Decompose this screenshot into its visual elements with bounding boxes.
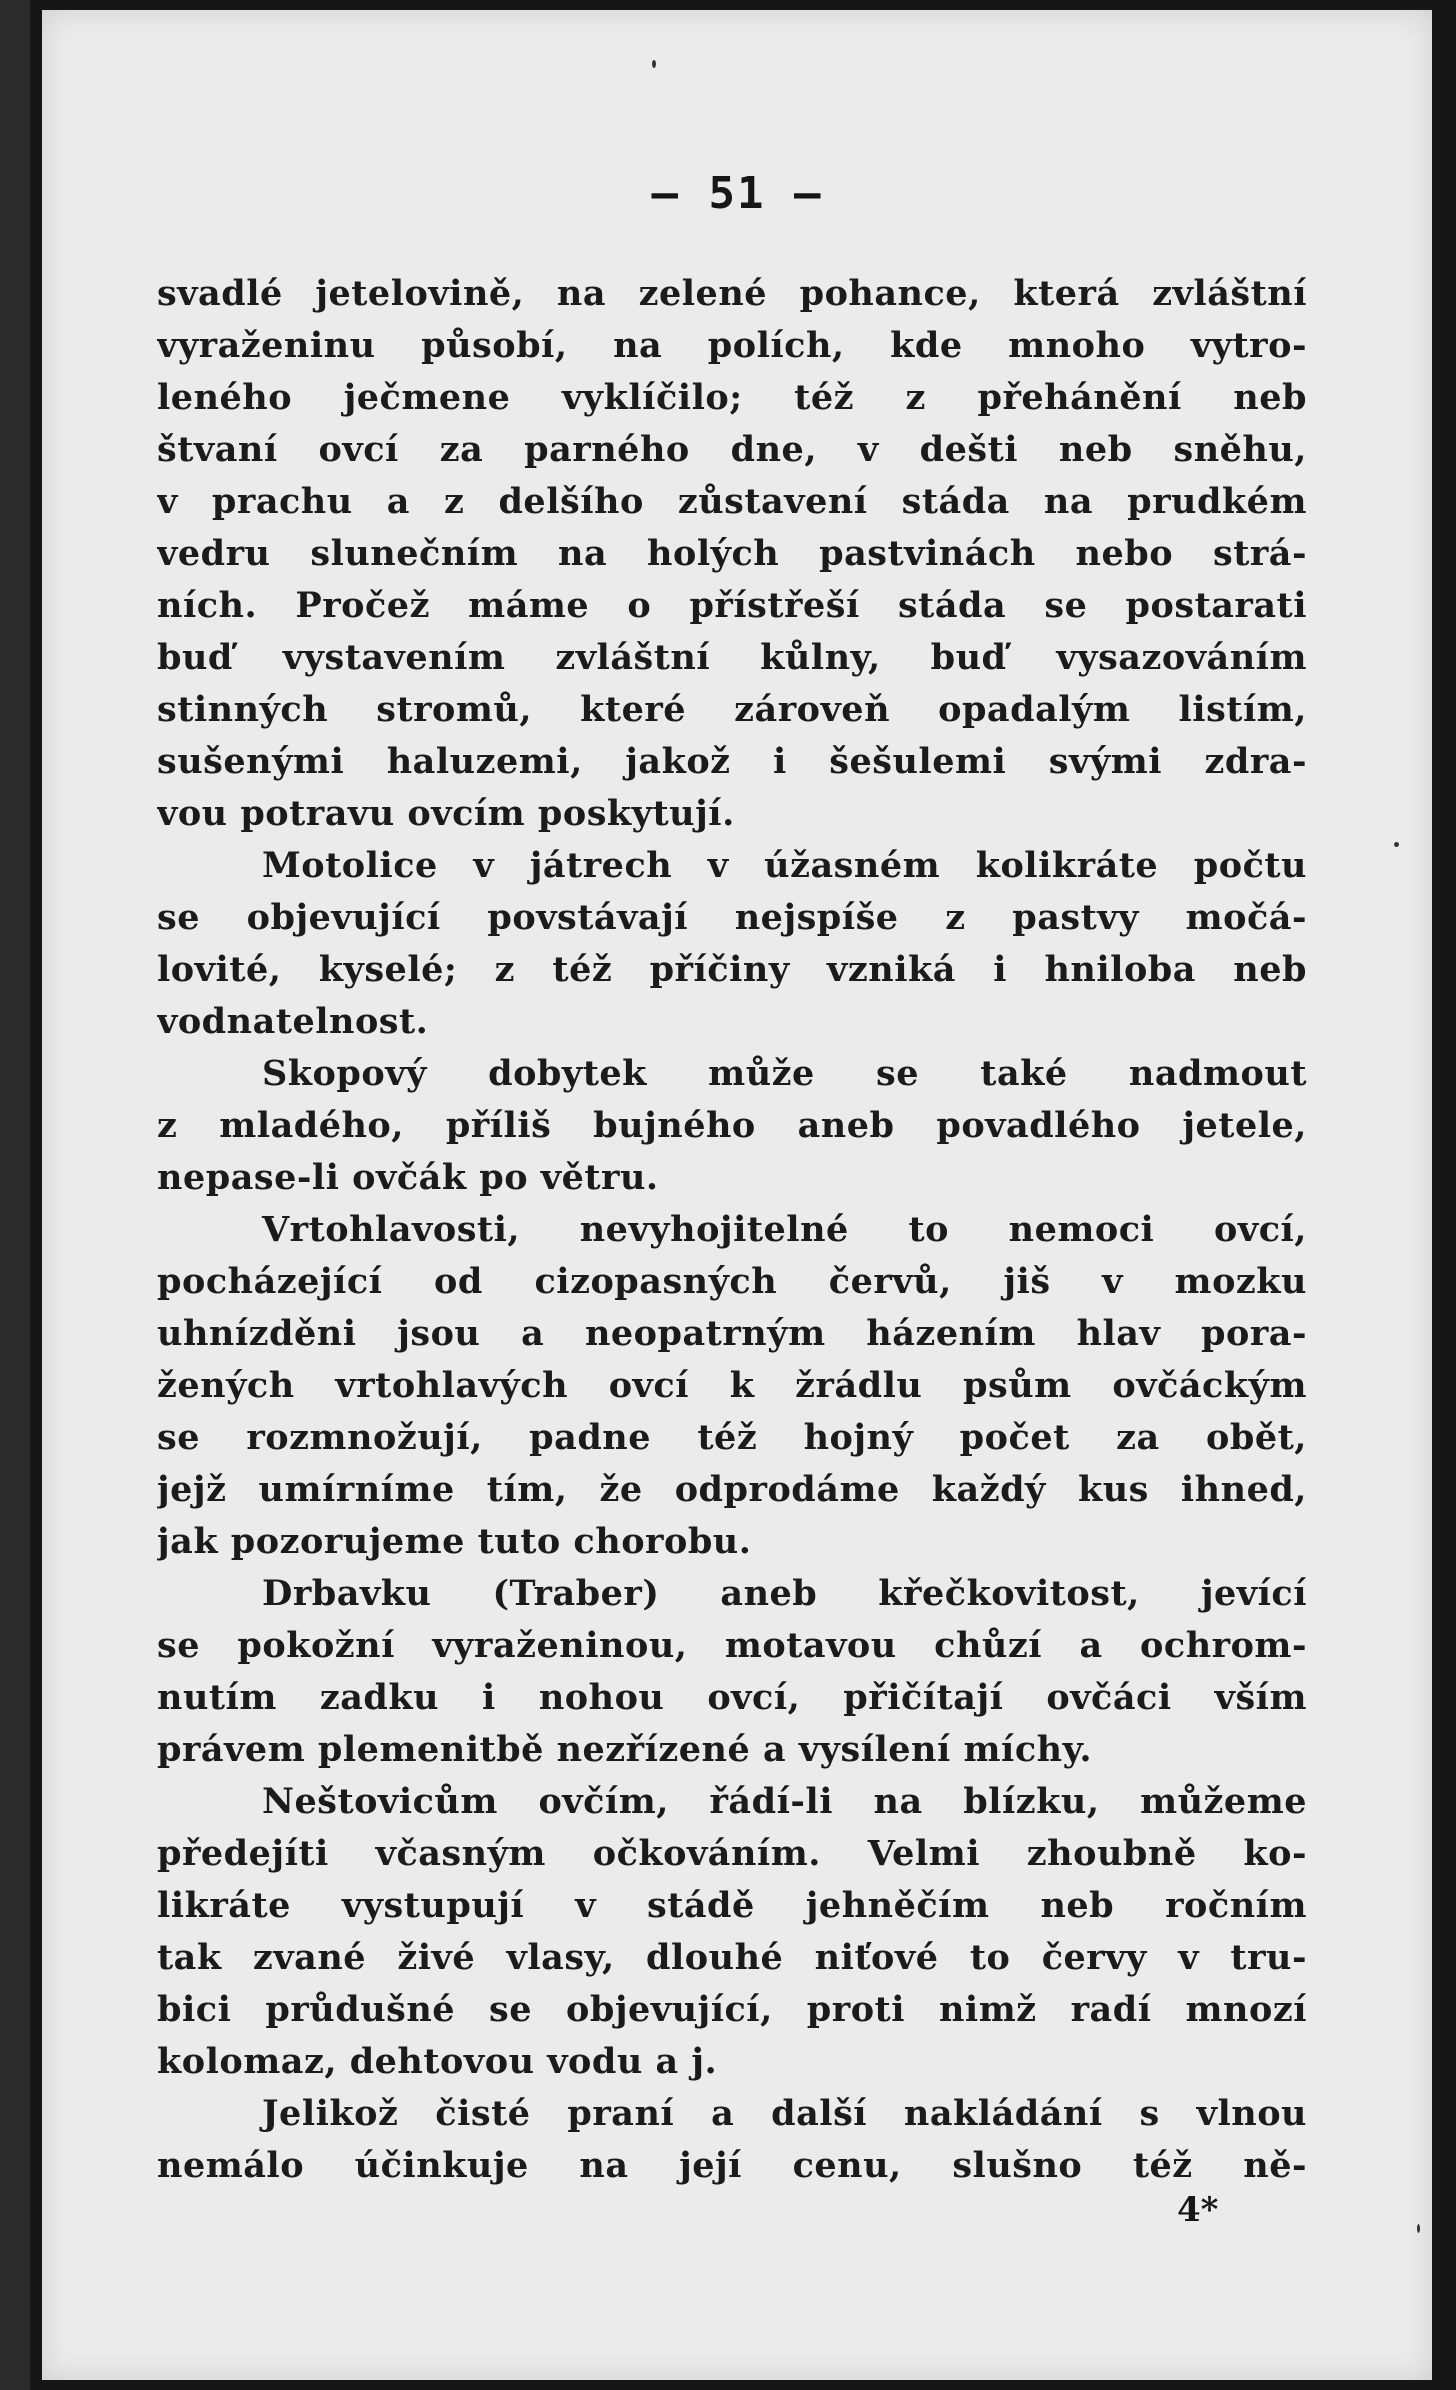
text-line: vou potravu ovcím poskytují. — [157, 793, 735, 834]
previous-page-edge — [0, 0, 30, 2390]
text-line: ních. Pročež máme o přístřeší stáda se postarati — [157, 585, 1307, 626]
page-number: — 51 — — [651, 168, 823, 219]
text-line: vyraženinu působí, na polích, kde mnoho vytro- — [157, 325, 1307, 366]
text-line: stinných stromů, které zároveň opadalým listím, — [157, 689, 1307, 730]
text-line: Skopový dobytek může se také nadmout — [262, 1053, 1307, 1094]
text-line: vedru slunečním na holých pastvinách nebo strá- — [157, 533, 1307, 574]
body-text — [157, 268, 1307, 2192]
paper-speck — [1417, 2224, 1420, 2233]
text-line: nepase-li ovčák po větru. — [157, 1157, 659, 1198]
signature-mark: 4* — [1177, 2190, 1219, 2230]
text-line: leného ječmene vyklíčilo; též z přehánění neb — [157, 377, 1307, 418]
text-line: uhnízděni jsou a neopatrným házením hlav pora- — [157, 1313, 1307, 1354]
text-line: sušenými haluzemi, jakož i šešulemi svými zdra- — [157, 741, 1307, 782]
text-line: žených vrtohlavých ovcí k žrádlu psům ovčáckým — [157, 1365, 1307, 1406]
text-line: v prachu a z delšího zůstavení stáda na prudkém — [157, 481, 1307, 522]
text-line: předejíti včasným očkováním. Velmi zhoubně ko- — [157, 1833, 1307, 1874]
text-line: likráte vystupují v stádě jehněčím neb ročním — [157, 1885, 1307, 1926]
text-line: lovité, kyselé; z též příčiny vzniká i hniloba neb — [157, 949, 1307, 990]
text-line: Drbavku (Traber) aneb křečkovitost, jevící — [262, 1573, 1307, 1614]
book-page — [42, 10, 1432, 2380]
text-line: se pokožní vyraženinou, motavou chůzí a ochrom- — [157, 1625, 1307, 1666]
text-line: jak pozorujeme tuto chorobu. — [157, 1521, 752, 1562]
text-line: Jelikož čisté praní a další nakládání s vlnou — [262, 2093, 1307, 2134]
text-line: bici průdušné se objevující, proti nimž radí mnozí — [157, 1989, 1307, 2030]
text-line: Motolice v játrech v úžasném kolikráte počtu — [262, 845, 1307, 886]
text-line: pocházející od cizopasných červů, jiš v mozku — [157, 1261, 1307, 1302]
text-line: tak zvané živé vlasy, dlouhé niťové to červy v tru- — [157, 1937, 1307, 1978]
text-line: nemálo účinkuje na její cenu, slušno též ně- — [157, 2145, 1307, 2186]
paper-speck — [1394, 842, 1399, 847]
text-line: vodnatelnost. — [157, 1001, 429, 1042]
text-line: Neštovicům ovčím, řádí-li na blízku, můžeme — [262, 1781, 1307, 1822]
text-line: z mladého, příliš bujného aneb povadlého jetele, — [157, 1105, 1307, 1146]
text-line: buď vystavením zvláštní kůlny, buď vysazováním — [157, 637, 1307, 678]
text-line: kolomaz, dehtovou vodu a j. — [157, 2041, 718, 2082]
text-line: se objevující povstávají nejspíše z pastvy močá- — [157, 897, 1307, 938]
text-line: Vrtohlavosti, nevyhojitelné to nemoci ovcí, — [262, 1209, 1307, 1250]
text-line: štvaní ovcí za parného dne, v dešti neb sněhu, — [157, 429, 1307, 470]
paper-speck — [652, 60, 656, 68]
text-line: právem plemenitbě nezřízené a vysílení míchy. — [157, 1729, 1093, 1770]
text-line: svadlé jetelovině, na zelené pohance, která zvláštní — [157, 273, 1307, 314]
text-line: nutím zadku i nohou ovcí, přičítají ovčáci vším — [157, 1677, 1307, 1718]
text-line: jejž umírníme tím, že odprodáme každý kus ihned, — [157, 1469, 1307, 1510]
text-line: se rozmnožují, padne též hojný počet za obět, — [157, 1417, 1307, 1458]
